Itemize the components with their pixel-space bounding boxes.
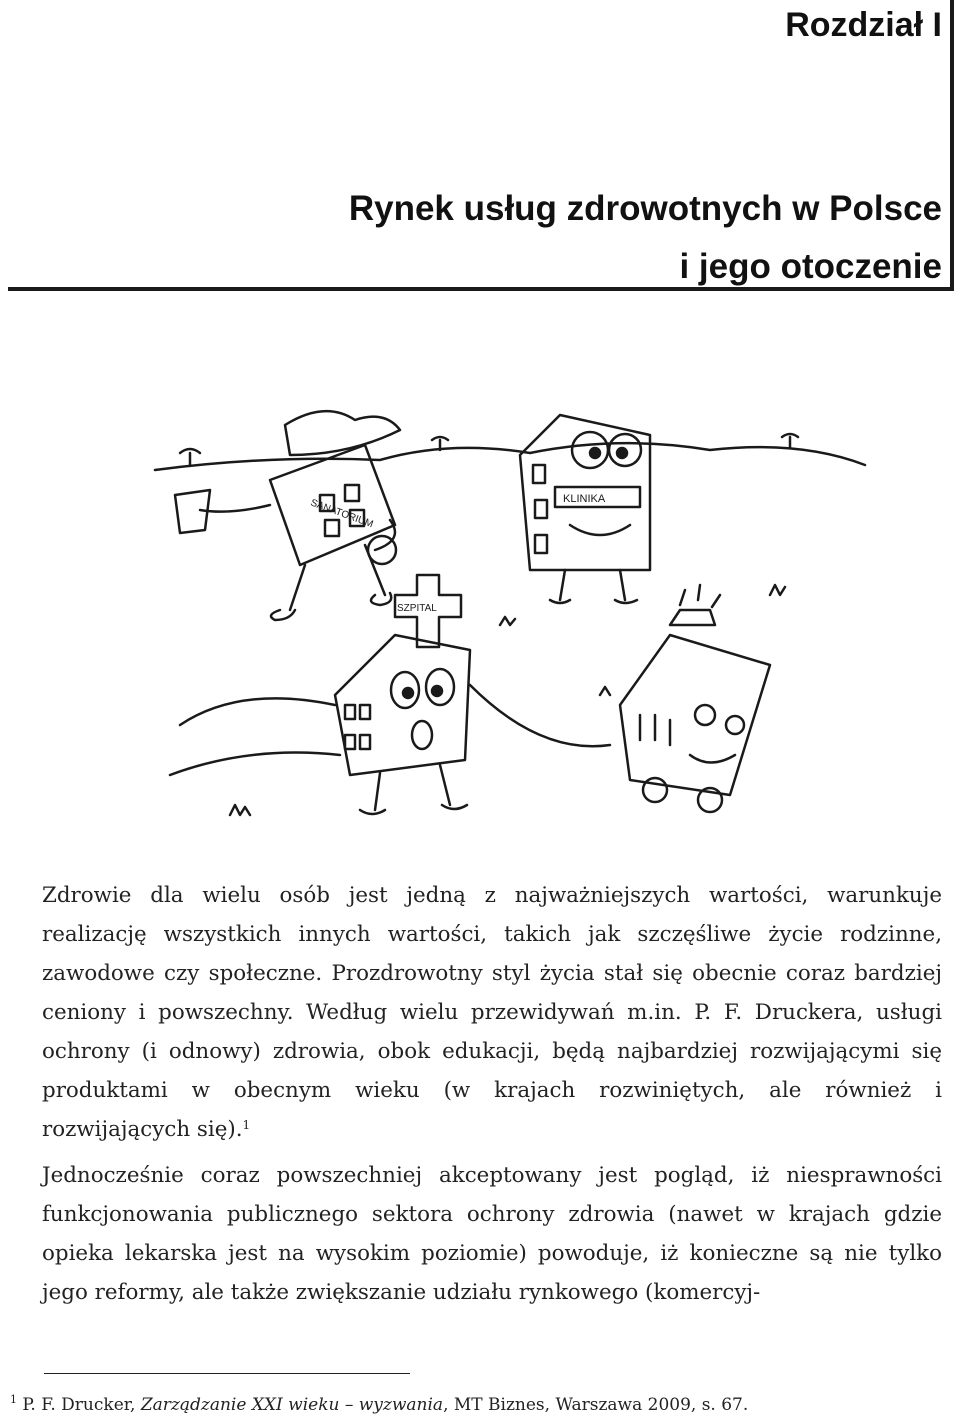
- tree-icon: [180, 449, 200, 465]
- footnote-author: P. F. Drucker,: [22, 1395, 141, 1415]
- grass-icon: [230, 805, 250, 815]
- footnote-number: 1: [10, 1393, 17, 1406]
- footnote: [10, 1395, 748, 1415]
- szpital-sign: SZPITAL: [397, 603, 437, 614]
- cartoon-illustration: [150, 395, 870, 835]
- paragraph-1: [10, 876, 942, 1149]
- horizon-line: [155, 443, 865, 470]
- footnote-title: Zarządzanie XXI wieku – wyzwania: [140, 1395, 444, 1415]
- grass-icon: [770, 585, 785, 595]
- footnote-rest: , MT Biznes, Warszawa 2009, s. 67.: [443, 1395, 749, 1415]
- chapter-title-line2: i jego otoczenie: [679, 247, 942, 286]
- paragraph-1-text: Zdrowie dla wielu osób jest jedną z najważniejszych wartości, warunkuje realizację wszystkich innych wartości, takich jak szczęśliwe życie rodzinne, zawodowe czy społeczne. Prozdrowotny styl życia stał się obecnie coraz bardziej ceniony i powszechny. Według wielu przewidywań m.in. P. F. Druckera, usługi ochrony (i odnowy) zdrowia, obok edukacji, będą najbardziej rozwijającymi się produktami w obecnym wieku (w krajach rozwiniętych, ale również i rozwijających się).: [42, 883, 942, 1142]
- chapter-title: [349, 180, 942, 296]
- paragraph-2: Jednocześnie coraz powszechniej akceptowany jest pogląd, iż niesprawności funkcjonowania publicznego sektora ochrony zdrowia (nawet w krajach gdzie opieka lekarska jest na wysokim poziomie) powoduje, iż konieczne są nie tylko jego reformy, ale także zwiększanie udziału rynkowego (komercyj-: [42, 1163, 942, 1305]
- szpital-building-icon: [170, 575, 610, 814]
- body-text: [10, 876, 942, 1312]
- tree-icon: [782, 434, 798, 447]
- sanatorium-sign: SANATORIUM: [308, 497, 375, 531]
- footnote-separator: [44, 1373, 410, 1374]
- grass-icon: [600, 687, 610, 695]
- grass-icon: [500, 617, 515, 625]
- ambulance-icon: [620, 585, 770, 812]
- chapter-heading: Rozdział I: [785, 6, 942, 44]
- klinika-sign: KLINIKA: [563, 493, 606, 505]
- footnote-ref: 1: [242, 1118, 251, 1132]
- sanatorium-building-icon: [175, 411, 400, 620]
- chapter-title-line1: Rynek usług zdrowotnych w Polsce: [348, 189, 942, 228]
